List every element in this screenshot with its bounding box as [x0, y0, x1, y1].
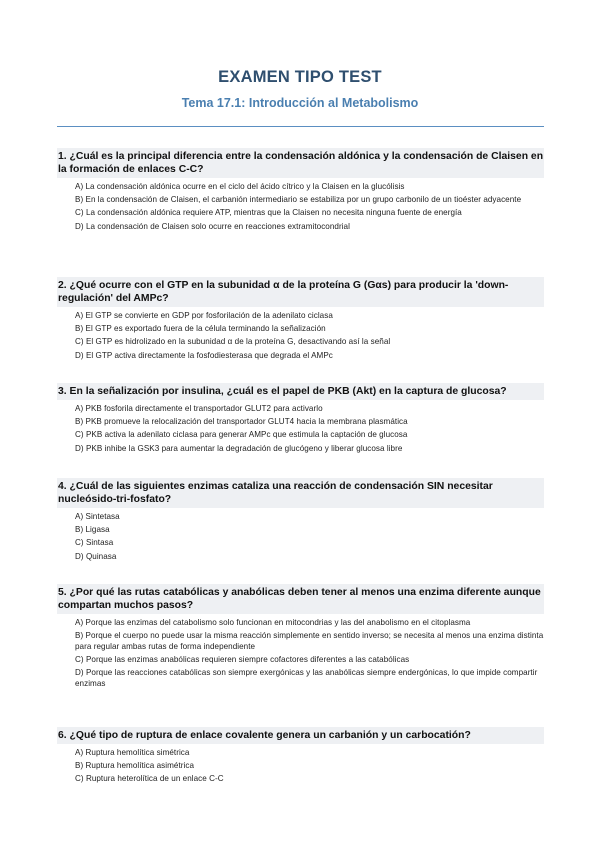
question-text: 5. ¿Por qué las rutas catabólicas y anabólicas deben tener al menos una enzima diferente aunque compartan muchos pasos? — [57, 584, 544, 614]
question-5 — [57, 584, 544, 692]
question-4 — [57, 478, 544, 565]
answer-option: B) Ruptura hemolítica asimétrica — [75, 761, 195, 771]
answer-option: C) Sintasa — [75, 538, 114, 548]
answer-option: A) Sintetasa — [75, 512, 120, 521]
answer-option: B) PKB promueve la relocalización del transportador GLUT4 hacia la membrana plasmática — [75, 417, 408, 427]
question-1 — [57, 148, 544, 235]
answer-option: A) PKB fosforila directamente el transportador GLUT2 para activarlo — [75, 404, 323, 413]
answer-options — [75, 182, 544, 232]
question-text: 1. ¿Cuál es la principal diferencia entre la condensación aldónica y la condensación de Claisen en la formación de enlaces C-C? — [57, 148, 544, 178]
answer-option: B) Porque el cuerpo no puede usar la misma reacción simplemente en sentido inverso; se necesita al menos una enzima distinta para regular ambas rutas de forma independiente — [75, 631, 544, 651]
title-divider — [57, 126, 544, 127]
answer-option: D) Porque las reacciones catabólicas son siempre exergónicas y las anabólicas siempre endergónicas, lo que impide compartir enzimas — [75, 668, 538, 688]
answer-options — [75, 512, 544, 562]
answer-options — [75, 618, 544, 689]
answer-option: D) PKB inhibe la GSK3 para aumentar la degradación de glucógeno y liberar glucosa libre — [75, 443, 403, 453]
page-title: EXAMEN TIPO TEST — [218, 68, 382, 86]
question-3 — [57, 383, 544, 457]
question-text: 3. En la señalización por insulina, ¿cuál es el papel de PKB (Akt) en la captura de glucosa? — [57, 383, 544, 400]
answer-option: D) La condensación de Claisen solo ocurre en reacciones extramitocondrial — [75, 221, 350, 231]
answer-option: C) Ruptura heterolítica de un enlace C-C — [75, 774, 224, 784]
answer-option: A) La condensación aldónica ocurre en el ciclo del ácido cítrico y la Claisen en la glucólisis — [75, 182, 405, 191]
answer-option: A) Ruptura hemolítica simétrica — [75, 748, 190, 757]
question-text: 2. ¿Qué ocurre con el GTP en la subunidad α de la proteína G (Gαs) para producir la 'down-regulación' del AMPc? — [57, 277, 544, 307]
answer-option: B) En la condensación de Claisen, el carbanión intermediario se estabiliza por un grupo carbonilo de un tioéster adyacente — [75, 195, 522, 205]
question-2 — [57, 277, 544, 364]
answer-option: C) La condensación aldónica requiere ATP, mientras que la Claisen no necesita ninguna fuente de energía — [75, 208, 462, 218]
answer-option: D) El GTP activa directamente la fosfodiesterasa que degrada el AMPc — [75, 350, 333, 360]
answer-option: C) PKB activa la adenilato ciclasa para generar AMPc que estimula la captación de glucosa — [75, 430, 408, 440]
answer-option: B) El GTP es exportado fuera de la célula terminando la señalización — [75, 324, 326, 334]
answer-options — [75, 748, 544, 785]
answer-options — [75, 404, 544, 454]
question-6 — [57, 727, 544, 788]
answer-option: D) Quinasa — [75, 551, 117, 561]
answer-option: A) El GTP se convierte en GDP por fosforilación de la adenilato ciclasa — [75, 311, 333, 320]
answer-option: C) Porque las enzimas anabólicas requieren siempre cofactores diferentes a las catabólicas — [75, 654, 410, 664]
page-subtitle: Tema 17.1: Introducción al Metabolismo — [181, 96, 419, 110]
question-text: 6. ¿Qué tipo de ruptura de enlace covalente genera un carbanión y un carbocatión? — [57, 727, 544, 744]
answer-option: C) El GTP es hidrolizado en la subunidad α de la proteína G, desactivando así la señal — [75, 337, 391, 347]
answer-option: B) Ligasa — [75, 525, 110, 535]
answer-options — [75, 311, 544, 361]
answer-option: A) Porque las enzimas del catabolismo solo funcionan en mitocondrias y las del anabolismo en el citoplasma — [75, 618, 471, 627]
question-text: 4. ¿Cuál de las siguientes enzimas cataliza una reacción de condensación SIN necesitar nucleósido-tri-fosfato? — [57, 478, 544, 508]
